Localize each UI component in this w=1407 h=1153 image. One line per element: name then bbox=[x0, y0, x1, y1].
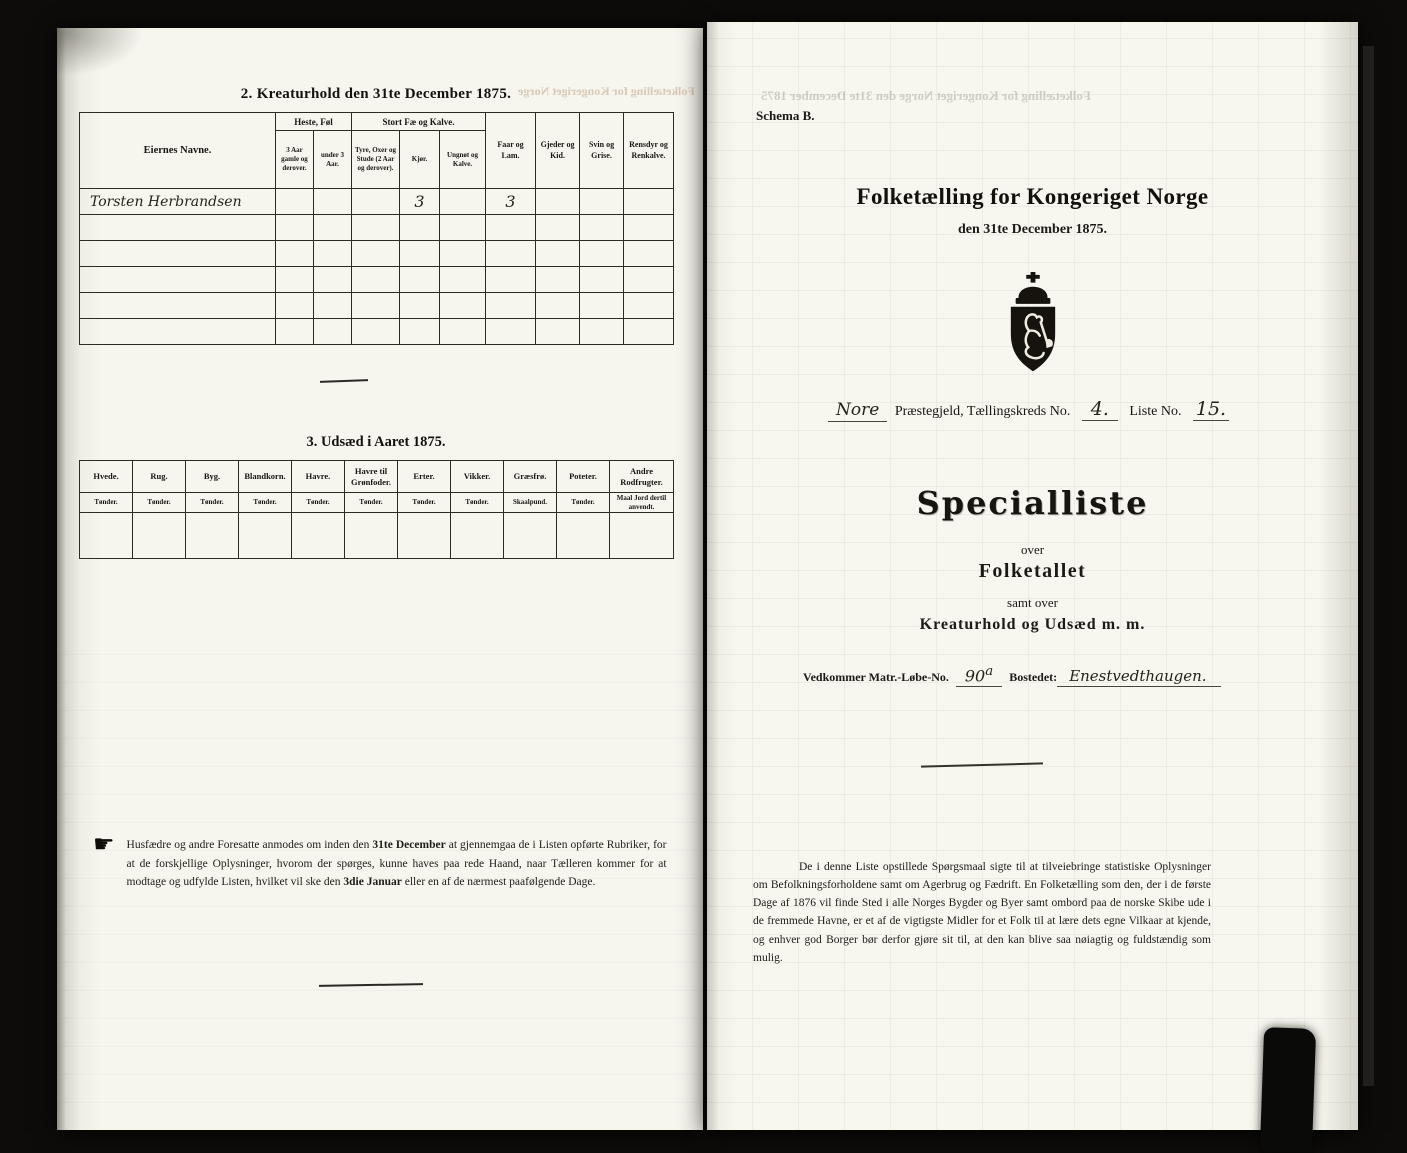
note-segment: eller en af de nærmest paafølgende Dage. bbox=[401, 876, 596, 889]
scan-edge-strip bbox=[1363, 46, 1374, 1086]
scan-smudge bbox=[57, 28, 143, 76]
cell bbox=[580, 189, 624, 215]
note-segment-bold: 31te December bbox=[372, 839, 446, 851]
statistics-explanation-paragraph: De i denne Liste opstillede Spørgsmaal sigte til at tilveiebringe statistiske Oplysninger om Befolkningsforholdene samt om Agerbrug og Fædrift. En Folketælling som den, der i de første Dage af 1876 vil finde Sted i alle Norges Bygder og Byer samt ombord paa de norske Skibe ude i de fremmede Havne, er et af de vigtigste Midler for et Folk til at lære dets egne Vilkaar at kjende, og enhver god Borger bør derfor gjøre sit til, at den kan blive saa nøiagtig og fuldstændig som mulig. bbox=[753, 861, 1211, 964]
unit-cell: Tønder. bbox=[186, 493, 239, 513]
pointing-hand-icon: ☛ bbox=[93, 832, 115, 858]
unit-cell: Tønder. bbox=[133, 493, 186, 513]
kreaturhold-udsaed-title: Kreaturhold og Udsæd m. m. bbox=[919, 616, 1146, 633]
cell bbox=[276, 215, 314, 241]
cell bbox=[536, 215, 580, 241]
cell bbox=[276, 189, 314, 215]
cell bbox=[486, 293, 536, 319]
footer-instruction-note bbox=[93, 832, 695, 892]
cell bbox=[440, 319, 486, 345]
cell bbox=[352, 319, 400, 345]
col-group-heste-foel: Heste, Føl bbox=[276, 113, 352, 131]
cell bbox=[624, 189, 674, 215]
cell bbox=[80, 319, 276, 345]
norway-coat-of-arms bbox=[997, 272, 1069, 380]
stray-ink-mark bbox=[319, 983, 423, 987]
cell bbox=[440, 215, 486, 241]
liste-label: Liste No. bbox=[1129, 404, 1182, 419]
cell bbox=[451, 513, 504, 559]
cell bbox=[345, 513, 398, 559]
col-header-heste-under-3: under 3 Aar. bbox=[314, 131, 352, 189]
cell bbox=[580, 319, 624, 345]
cell bbox=[400, 241, 440, 267]
cell bbox=[276, 293, 314, 319]
livestock-row-empty bbox=[80, 215, 674, 241]
cell bbox=[580, 241, 624, 267]
section3-title: 3. Udsæd i Aaret 1875. bbox=[306, 434, 446, 450]
cell bbox=[352, 189, 400, 215]
black-scan-blob bbox=[1260, 1027, 1316, 1153]
col-header-graesfro: Græsfrø. bbox=[504, 461, 557, 493]
cell bbox=[440, 189, 486, 215]
cell bbox=[580, 215, 624, 241]
parish-name-handwritten: Nore bbox=[828, 400, 887, 422]
cell bbox=[276, 267, 314, 293]
bosted-name-handwritten: Enestvedthaugen. bbox=[1057, 667, 1221, 687]
cell bbox=[504, 513, 557, 559]
folketallet-title: Folketallet bbox=[978, 560, 1087, 582]
cell bbox=[400, 267, 440, 293]
col-header-tyre-oxer: Tyre, Oxer og Stude (2 Aar og derover). bbox=[352, 131, 400, 189]
cell bbox=[624, 267, 674, 293]
cell bbox=[440, 267, 486, 293]
cell bbox=[536, 189, 580, 215]
col-header-rug: Rug. bbox=[133, 461, 186, 493]
cell bbox=[536, 267, 580, 293]
cell bbox=[352, 267, 400, 293]
note-segment-bold: 3die Januar bbox=[343, 876, 402, 889]
cell bbox=[624, 319, 674, 345]
col-header-rensdyr: Rensdyr og Renkalve. bbox=[624, 113, 674, 189]
col-group-stort-fae: Stort Fæ og Kalve. bbox=[352, 113, 486, 131]
cell bbox=[314, 267, 352, 293]
owner-name-cell: Torsten Herbrandsen bbox=[80, 189, 276, 215]
bostedet-label: Bostedet: bbox=[1009, 670, 1058, 685]
cell bbox=[314, 241, 352, 267]
livestock-row-empty bbox=[80, 319, 674, 345]
section2-title: 2. Kreaturhold den 31te December 1875. bbox=[240, 86, 512, 102]
seed-header-labels bbox=[80, 461, 674, 493]
cell bbox=[610, 513, 674, 559]
unit-cell: Tønder. bbox=[239, 493, 292, 513]
cell bbox=[292, 513, 345, 559]
instruction-text bbox=[127, 836, 667, 892]
left-page bbox=[57, 28, 703, 1130]
livestock-row-empty bbox=[80, 293, 674, 319]
cell bbox=[80, 513, 133, 559]
bleedthrough-text: Folketælling for Kongeriget Norge bbox=[518, 84, 695, 98]
cell bbox=[314, 215, 352, 241]
cell bbox=[314, 319, 352, 345]
col-header-vikker: Vikker. bbox=[451, 461, 504, 493]
seed-row-empty bbox=[80, 513, 674, 559]
stray-ink-line bbox=[921, 762, 1043, 767]
col-header-hvede: Hvede. bbox=[80, 461, 133, 493]
stray-ink-mark bbox=[320, 379, 368, 383]
cell bbox=[239, 513, 292, 559]
cell bbox=[440, 241, 486, 267]
faar-lam-value-cell: 3 bbox=[486, 189, 536, 215]
cell bbox=[352, 241, 400, 267]
tellingskreds-number-handwritten: 4. bbox=[1082, 398, 1118, 421]
matr-number-superscript: a bbox=[985, 664, 994, 679]
cell bbox=[314, 293, 352, 319]
cell bbox=[536, 319, 580, 345]
unit-cell: Tønder. bbox=[292, 493, 345, 513]
cell bbox=[314, 189, 352, 215]
cell bbox=[276, 319, 314, 345]
unit-cell: Tønder. bbox=[451, 493, 504, 513]
census-title: Folketælling for Kongeriget Norge bbox=[856, 184, 1209, 209]
cell bbox=[80, 241, 276, 267]
census-date: den 31te December 1875. bbox=[957, 222, 1108, 237]
livestock-row-empty bbox=[80, 241, 674, 267]
unit-cell: Tønder. bbox=[80, 493, 133, 513]
col-header-kjor: Kjør. bbox=[400, 131, 440, 189]
col-header-blandkorn: Blandkorn. bbox=[239, 461, 292, 493]
matr-number: 90 bbox=[964, 666, 986, 686]
cell bbox=[352, 215, 400, 241]
col-header-ungnot-kalve: Ungnøt og Kalve. bbox=[440, 131, 486, 189]
col-header-faar-og-lam: Faar og Lam. bbox=[486, 113, 536, 189]
unit-cell: Maal Jord dertil anvendt. bbox=[610, 493, 674, 513]
cell bbox=[486, 215, 536, 241]
cell bbox=[276, 241, 314, 267]
cell bbox=[80, 215, 276, 241]
cell bbox=[486, 319, 536, 345]
vedkommer-line bbox=[803, 664, 1221, 687]
cell bbox=[352, 293, 400, 319]
cell bbox=[624, 241, 674, 267]
cell bbox=[186, 513, 239, 559]
col-header-erter: Erter. bbox=[398, 461, 451, 493]
col-header-havre: Havre. bbox=[292, 461, 345, 493]
samt-over-label: samt over bbox=[1007, 595, 1058, 610]
note-segment: Husfædre og andre Foresatte anmodes om inden den bbox=[126, 839, 373, 851]
cell bbox=[398, 513, 451, 559]
kjor-value-cell: 3 bbox=[400, 189, 440, 215]
cell bbox=[536, 293, 580, 319]
col-header-eiernes-navne: Eiernes Navne. bbox=[80, 113, 276, 189]
unit-cell: Skaalpund. bbox=[504, 493, 557, 513]
cell bbox=[536, 241, 580, 267]
bleedthrough-text: Folketælling for Kongeriget Norge den 31te December 1875 bbox=[761, 88, 1091, 103]
col-header-svin-og-grise: Svin og Grise. bbox=[580, 113, 624, 189]
right-page bbox=[707, 22, 1358, 1130]
cell bbox=[133, 513, 186, 559]
cell bbox=[400, 293, 440, 319]
cell bbox=[80, 267, 276, 293]
cell bbox=[400, 215, 440, 241]
cell bbox=[557, 513, 610, 559]
note-segment: at gjennemgaa de i Listen opførte Rubriker, for at de forskjellige Oplysninger, hvorom der spørges, kunne haves paa rede Haand, naar Tælleren kommer for at modtage og udfylde Listen, hvilket vil ske den bbox=[126, 839, 667, 889]
cell bbox=[624, 215, 674, 241]
cell bbox=[486, 241, 536, 267]
over-label: over bbox=[1020, 542, 1045, 557]
col-header-heste-over-3: 3 Aar gamle og derover. bbox=[276, 131, 314, 189]
unit-cell: Tønder. bbox=[557, 493, 610, 513]
schema-label: Schema B. bbox=[756, 108, 815, 123]
unit-cell: Tønder. bbox=[345, 493, 398, 513]
livestock-header-groups bbox=[80, 113, 674, 131]
unit-cell: Tønder. bbox=[398, 493, 451, 513]
cell bbox=[80, 293, 276, 319]
seed-header-units bbox=[80, 493, 674, 513]
cell bbox=[400, 319, 440, 345]
col-header-byg: Byg. bbox=[186, 461, 239, 493]
livestock-row-filled bbox=[80, 189, 674, 215]
cell bbox=[580, 267, 624, 293]
specialliste-title: Specialliste bbox=[916, 484, 1149, 522]
cell bbox=[580, 293, 624, 319]
matr-lobe-no-label: Vedkommer Matr.-Løbe-No. bbox=[803, 670, 949, 685]
matr-number-handwritten bbox=[956, 664, 1002, 687]
district-line bbox=[707, 398, 1358, 421]
cell bbox=[486, 267, 536, 293]
col-header-gjeder-og-kid: Gjeder og Kid. bbox=[536, 113, 580, 189]
col-header-havre-gronfoder: Havre til Grønfoder. bbox=[345, 461, 398, 493]
prestegjeld-label: Præstegjeld, Tællingskreds No. bbox=[894, 404, 1071, 419]
livestock-table bbox=[79, 112, 674, 345]
col-header-poteter: Poteter. bbox=[557, 461, 610, 493]
cell bbox=[440, 293, 486, 319]
liste-number-handwritten: 15. bbox=[1193, 398, 1229, 421]
livestock-row-empty bbox=[80, 267, 674, 293]
seed-table bbox=[79, 460, 674, 559]
col-header-andre-rodfrugter: Andre Rodfrugter. bbox=[610, 461, 674, 493]
cell bbox=[624, 293, 674, 319]
